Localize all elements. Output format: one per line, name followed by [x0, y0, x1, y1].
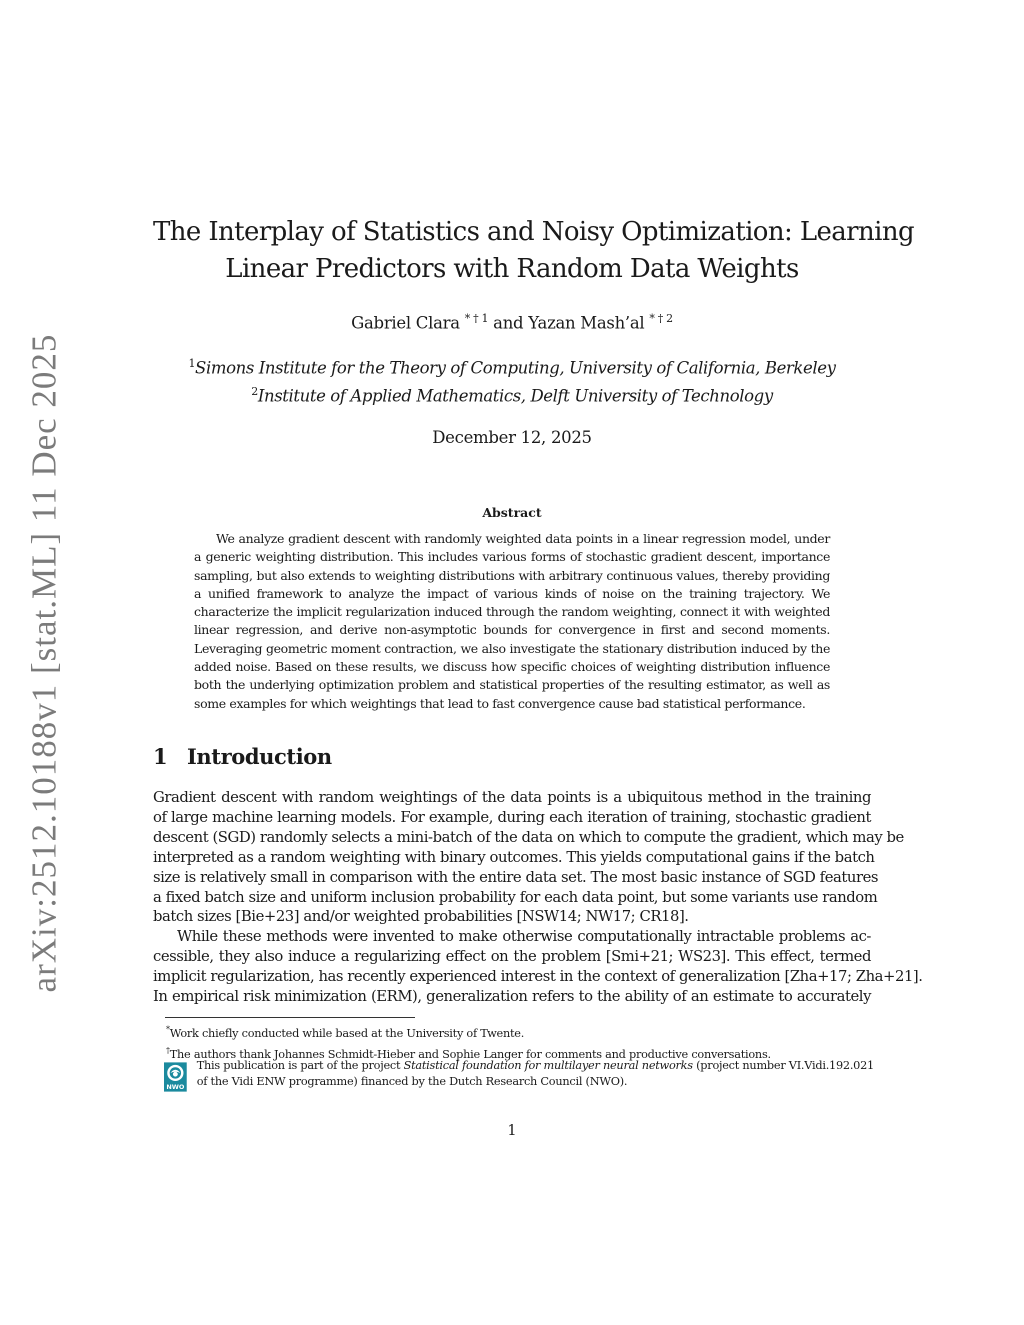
body-line: cessible, they also induce a regularizing effect on the problem [Smi+21; WS23]. This effect, termed: [153, 948, 871, 966]
introduction-body: [153, 788, 923, 1007]
funding-suffix: (project number VI.Vidi.192.021: [692, 1059, 874, 1072]
author-conjunction: and: [493, 313, 524, 333]
abstract-line: added noise. Based on these results, we discuss how specific choices of weighting distribution influence: [194, 659, 830, 675]
nwo-logo-icon: [164, 1059, 187, 1095]
body-line: descent (SGD) randomly selects a mini-batch of the data on which to compute the gradient, which may be: [153, 828, 904, 846]
footnote: [166, 1021, 771, 1042]
author-name: Gabriel Clara: [351, 313, 460, 333]
funding-prefix: This publication is part of the project: [196, 1059, 404, 1072]
author-list: [153, 312, 871, 333]
footnote-mark: †: [166, 1046, 170, 1056]
funding-line: [197, 1058, 874, 1074]
author-marks: * † 2: [649, 312, 673, 325]
body-line: While these methods were invented to make otherwise computationally intractable problems ac-: [177, 928, 871, 946]
footnote-divider: [165, 1017, 415, 1018]
body-line: interpreted as a random weighting with binary outcomes. This yields computational gains if the batch: [153, 848, 875, 866]
funding-project-name: Statistical foundation for multilayer neural networks: [403, 1059, 693, 1072]
abstract-line: some examples for which weightings that lead to fast convergence cause bad statistical performance.: [194, 695, 806, 711]
abstract-line: a generic weighting distribution. This includes various forms of stochastic gradient descent, importance: [194, 549, 830, 565]
abstract-line: both the underlying optimization problem and statistical properties of the resulting estimator, as well as: [194, 677, 830, 693]
section-title: Introduction: [187, 744, 332, 769]
body-line: Gradient descent with random weightings of the data points is a ubiquitous method in the training: [153, 789, 871, 806]
abstract-line: linear regression, and derive non-asymptotic bounds for convergence in first and second moments.: [194, 622, 830, 638]
arxiv-identifier-stamp: [14, 333, 74, 992]
arxiv-identifier-text: arXiv:2512.10188v1 [stat.ML] 11 Dec 2025: [24, 333, 63, 992]
abstract-line: sampling, but also extends to weighting distributions with arbitrary continuous values, thereby providing: [194, 567, 830, 583]
funding-line: of the Vidi ENW programme) financed by the Dutch Research Council (NWO).: [196, 1075, 628, 1088]
body-line: implicit regularization, has recently experienced interest in the context of generalization [Zha+17; Zha+21].: [153, 968, 923, 986]
funding-acknowledgement: [164, 1058, 874, 1095]
affiliation-list: [153, 352, 871, 407]
affiliation: [153, 352, 871, 380]
abstract-body: [194, 530, 830, 713]
section-heading: [153, 744, 871, 769]
section-number: 1: [153, 744, 168, 769]
body-line: batch sizes [Bie+23] and/or weighted probabilities [NSW14; NW17; CR18].: [153, 908, 689, 926]
nwo-logo-text: NWO: [166, 1083, 185, 1092]
affiliation-number: 2: [251, 384, 258, 398]
body-line: a fixed batch size and uniform inclusion probability for each data point, but some variants use random: [153, 888, 878, 906]
funding-text: [197, 1058, 874, 1090]
body-line: of large machine learning models. For example, during each iteration of training, stochastic gradient: [153, 808, 871, 826]
title-line: Linear Predictors with Random Data Weights: [225, 254, 799, 284]
abstract-line: a unified framework to analyze the impact of various kinds of noise on the training trajectory. We: [194, 585, 830, 601]
abstract-line: Leveraging geometric moment contraction, we also investigate the stationary distribution induced by the: [194, 640, 830, 656]
abstract-heading: Abstract: [482, 505, 542, 520]
affiliation-text: Institute of Applied Mathematics, Delft University of Technology: [257, 386, 773, 405]
footnote-mark: *: [166, 1025, 170, 1034]
affiliation-number: 1: [188, 357, 196, 370]
body-line: size is relatively small in comparison with the entire data set. The most basic instance of SGD features: [153, 868, 879, 886]
abstract-line: We analyze gradient descent with randomly weighted data points in a linear regression model, under: [216, 531, 830, 546]
footnote-text: The authors thank Johannes Schmidt-Hieber and Sophie Langer for comments and productive conversations.: [169, 1048, 771, 1062]
affiliation: [153, 380, 871, 408]
author-name: Yazan Mash’al: [528, 313, 645, 333]
body-line: In empirical risk minimization (ERM), generalization refers to the ability of an estimate to accurately: [153, 988, 871, 1006]
affiliation-text: Simons Institute for the Theory of Computing, University of California, Berkeley: [195, 358, 836, 378]
author-marks: * † 1: [464, 312, 489, 325]
title-line: The Interplay of Statistics and Noisy Optimization: Learning: [153, 217, 915, 247]
paper-title: [153, 214, 915, 288]
paper-date: December 12, 2025: [432, 428, 592, 447]
page-number: 1: [507, 1123, 517, 1139]
abstract-line: characterize the implicit regularization induced through the random weighting, connect it with weighted: [194, 604, 830, 620]
footnote-text: Work chiefly conducted while based at the University of Twente.: [169, 1026, 525, 1040]
